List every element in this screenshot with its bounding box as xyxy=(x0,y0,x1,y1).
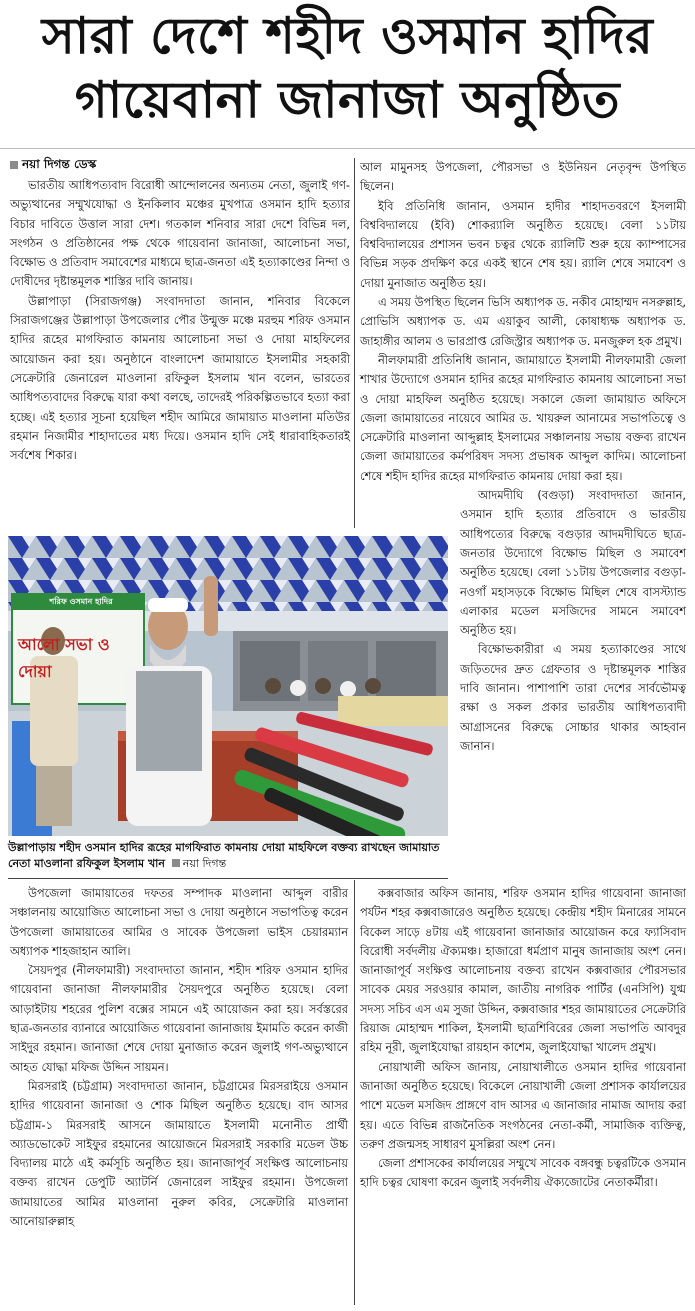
byline-bullet-icon xyxy=(10,161,18,169)
paragraph: নীলফামারী প্রতিনিধি জানান, জামায়াতে ইসলামী নীলফামারী জেলা শাখার উদ্যোগে ওসমান হাদির রূহের মাগফিরাত কামনায় আলোচনা সভা ও দোয়া মাহফিল অনুষ্ঠিত হয়েছে। সকালে জেলা জামায়াত অফিসে জেলা জামায়াতের নায়েবে আমির ড. খায়রুল আনামের সভাপতিত্বে ও সেক্রেটারি মাওলানা আব্দুল্লাহ ইসলামের সঞ্চালনায় সভায় বক্তব্য রাখেন জেলা জামায়াতের কর্মপরিষদ সদস্য প্রভাষক আব্দুল কাদিম। আলোচনা শেষে শহীদ হাদির রূহের মাগফিরাত কামনায় দোয়া করা হয়। xyxy=(360,352,686,483)
headline xyxy=(0,4,695,132)
paragraph: মিরসরাই (চট্টগ্রাম) সংবাদদাতা জানান, চট্টগ্রামের মিরসরাইয়ে ওসমান হাদির গায়েবানা জানাজা ও শোক মিছিল অনুষ্ঠিত হয়েছে। বাদ আসর চট্টগ্রাম-১ মিরসরাই আসনে জামায়াতে ইসলামী মনোনীত প্রার্থী অ্যাডভোকেট সাইফুর রহমানের আয়োজনে মিরসরাই সরকারি মডেল উচ্চ বিদ্যালয় মাঠে এই কর্মসূচি অনুষ্ঠিত হয়। জানাজাপূর্ব সংক্ষিপ্ত আলোচনায় বক্তব্য রাখেন ডেপুটি অ্যাটর্নি জেনারেল সাইফুর রহমান। উপজেলা জামায়াতের আমির মাওলানা নুরুল কবির, সেক্রেটারি মাওলানা আনোয়ারুল্লাহ xyxy=(10,1078,348,1229)
paragraph: বিক্ষোভকারীরা এ সময় হত্যাকাণ্ডের সাথে জড়িতদের দ্রুত গ্রেফতার ও দৃষ্টান্তমূলক শাস্তির দাবি জানান। পাশাপাশি তারা দেশের সার্বভৌমত্ব রক্ষা ও সকল প্রকার ভারতীয় আধিপত্যবাদী আগ্রাসনের বিরুদ্ধে সোচ্চার থাকার আহবান জানান। xyxy=(460,642,686,753)
column-divider-top xyxy=(354,158,355,528)
headline-divider xyxy=(0,148,695,149)
paragraph: সৈয়দপুর (নীলফামারী) সংবাদদাতা জানান, শহীদ শরিফ ওসমান হাদির গায়েবানা জানাজা নীলফামারীর সৈয়দপুরে অনুষ্ঠিত হয়েছে। বেলা আড়াইটায় শহরের পুলিশ বক্সের সামনে এই আয়োজন করা হয়। সর্বস্তরের ছাত্র-জনতার ব্যানারে আয়োজিত গায়েবানা জানাজায় ইমামতি করেন কাজী সাইদুর রহমান। জানাজা শেষে দোয়া মুনাজাত করেন জুলাই গণ-অভ্যুত্থানে আহত যোদ্ধা মফিজ উদ্দিন সায়মন। xyxy=(10,963,348,1074)
headline-line-2: গায়েবানা জানাজা অনুষ্ঠিত xyxy=(74,71,621,129)
section-divider xyxy=(8,878,448,879)
paragraph: ইবি প্রতিনিধি জানান, ওসমান হাদীর শাহাদতবরণে ইসলামী বিশ্ববিদ্যালয়ে (ইবি) শোকর‌্যালি অনুষ্ঠিত হয়েছে। বেলা ১১টায় বিশ্ববিদ্যালয়ের প্রশাসন ভবন চত্বর থেকে র‌্যালিটি শুরু হয়ে ক্যাম্পাসের বিভিন্ন সড়ক প্রদক্ষিণ করে একই স্থানে শেষ হয়। র‌্যালি শেষে সমাবেশ ও দোয়া মুনাজাত অনুষ্ঠিত হয়। xyxy=(360,198,686,290)
paragraph: আদমদীঘি (বগুড়া) সংবাদদাতা জানান, ওসমান হাদি হত্যার প্রতিবাদে ও ভারতীয় আধিপত্যের বিরুদ্ধে বগুড়ার আদমদীঘিতে ছাত্র-জনতার উদ্যোগে বিক্ষোভ মিছিল ও সমাবেশ অনুষ্ঠিত হয়েছে। বেলা ১১টায় উপজেলার বগুড়া-নওগাঁ মহাসড়কে বিক্ষোভ মিছিল শেষে বাসস্ট্যান্ড এলাকার মডেল মসজিদের সামনে সমাবেশ অনুষ্ঠিত হয়। xyxy=(460,488,686,638)
caption-text: উল্লাপাড়ায় শহীদ ওসমান হাদির রূহের মাগফিরাত কামনায় দোয়া মাহফিলে বক্তব্য রাখছেন জামায়াত নেতা মাওলানা রফিকুল ইসলাম খান xyxy=(8,841,440,870)
paragraph: এ সময় উপস্থিত ছিলেন ভিসি অধ্যাপক ড. নকীব মোহাম্মদ নসরুল্লাহ, প্রোভিসি অধ্যাপক ড. এম এয়াকুব আলী, কোষাধ্যক্ষ অধ্যাপক ড. জাহাঙ্গীর আলম ও ভারপ্রাপ্ত রেজিস্ট্রার অধ্যাপক ড. মনজুরুল হক প্রমুখ। xyxy=(360,295,686,348)
article-column-bottom-right xyxy=(360,884,686,1193)
caption-bullet-icon xyxy=(172,859,180,867)
caption-credit: নয়া দিগন্ত xyxy=(182,857,227,870)
photo-illustration xyxy=(8,536,448,836)
paragraph: নোয়াখালী অফিস জানায়, নোয়াখালীতে ওসমান হাদির গায়েবানা জানাজা অনুষ্ঠিত হয়েছে। বিকেলে নোয়াখালী জেলা প্রশাসক কার্যালয়ের পাশে মডেল মসজিদ প্রাঙ্গণে বাদ আসর এ জানাজার নামাজ আদায় করা হয়। এতে বিভিন্ন রাজনৈতিক সংগঠনের নেতা-কর্মী, সামাজিক ব্যক্তিত্ব, তরুণ প্রজন্মসহ সাধারণ মুসল্লিরা অংশ নেন। xyxy=(360,1059,686,1151)
article-column-bottom-left xyxy=(10,884,348,1231)
news-photo xyxy=(8,536,448,836)
paragraph: উপজেলা জামায়াতের দফতর সম্পাদক মাওলানা আব্দুল বারীর সঞ্চালনায় আয়োজিত আলোচনা সভা ও দোয়া অনুষ্ঠানে সভাপতিত্ব করেন উপজেলা জামায়াতের আমির ও সাবেক উপজেলা ভাইস চেয়ারম্যান অধ্যাপক শাহজাহান আলি। xyxy=(10,886,348,958)
paragraph: উল্লাপাড়া (সিরাজগঞ্জ) সংবাদদাতা জানান, শনিবার বিকেলে সিরাজগঞ্জের উল্লাপাড়া উপজেলার পৌর উন্মুক্ত মঞ্চে মরহুম শরিফ ওসমান হাদির রূহের মাগফিরাত কামনায় আলোচনা সভা ও দোয়া মাহফিলের আয়োজন করা হয়। অনুষ্ঠানে বাংলাদেশ জামায়াতে ইসলামীর সহকারী সেক্রেটারি জেনারেল মাওলানা রফিকুল ইসলাম খান বলেন, ভারতের আধিপত্যবাদের বিরুদ্ধে যারা কথা বলছে, তাদেরই পরিকল্পিতভাবে হত্যা করা হচ্ছে। এই হত্যার সূচনা হয়েছিল শহীদ আমিরে জামায়াত মাওলানা মতিউর রহমান নিজামীর শাহাদাতের মধ্য দিয়ে। ওসমান হাদি সেই ধারাবাহিকতারই সর্বশেষ শিকার। xyxy=(10,293,350,463)
byline xyxy=(10,156,96,176)
byline-text: নয়া দিগন্ত ডেস্ক xyxy=(22,157,97,171)
paragraph: আল মামুনসহ উপজেলা, পৌরসভা ও ইউনিয়ন নেতৃবৃন্দ উপস্থিত ছিলেন। xyxy=(360,160,686,194)
paragraph: কক্সবাজার অফিস জানায়, শরিফ ওসমান হাদির গায়েবানা জানাজা পর্যটন শহর কক্সবাজারেও অনুষ্ঠিত হয়েছে। কেন্দ্রীয় শহীদ মিনারের সামনে বিকেল সাড়ে ৪টায় এই গায়েবানা জানাজার আয়োজন করে ফ্যাসিবাদ বিরোধী সর্বদলীয় ঐক্যমঞ্চ। হাজারো ধর্মপ্রাণ মানুষ জানাজায় অংশ নেন। জানাজাপূর্ব সংক্ষিপ্ত আলোচনায় বক্তব্য রাখেন কক্সবাজার পৌরসভার সাবেক মেয়র সরওয়ার কামাল, জাতীয় নাগরিক পার্টির (এনসিপি) যুগ্ম সদস্য সচিব এস এম সুজা উদ্দিন, কক্সবাজার শহর জামায়াতের সেক্রেটারি রিয়াজ মোহাম্মদ শাকিল, ইসলামী ছাত্রশিবিরের জেলা সভাপতি আবদুর রহিম নূরী, জুলাইযোদ্ধা রায়হান কাশেম, জুলাইযোদ্ধা খালেদ প্রমুখ। xyxy=(360,886,686,1055)
paragraph: ভারতীয় আধিপত্যবাদ বিরোধী আন্দোলনের অন্যতম নেতা, জুলাই গণ-অভ্যুত্থানের সম্মুখযোদ্ধা ও ইনকিলাব মঞ্চের মুখপাত্র ওসমান হাদি হত্যার বিচার দাবিতে উত্তাল সারা দেশ। গতকাল শনিবার সারা দেশে বিভিন্ন দল, সংগঠন ও প্রতিষ্ঠানের পক্ষ থেকে গায়েবানা জানাজা, আলোচনা সভা, বিক্ষোভ ও প্রতিবাদ সমাবেশের মাধ্যমে ছাত্র-জনতা এই হত্যাকাণ্ডের নিন্দা ও দোষীদের দৃষ্টান্তমূলক শাস্তির দাবি জানায়। xyxy=(10,178,350,289)
column-divider-bottom xyxy=(354,880,355,1305)
photo-banner-headline: আলো সভা ও দোয়া xyxy=(18,635,110,681)
photo-caption xyxy=(8,840,448,872)
article-column-top-left xyxy=(10,176,350,465)
photo-banner-text: শরিফ ওসমান হাদির xyxy=(49,597,113,606)
headline-line-1: সারা দেশে শহীদ ওসমান হাদির xyxy=(41,7,654,65)
paragraph: জেলা প্রশাসকের কার্যালয়ের সম্মুখে সাবেক বঙ্গবন্ধু চত্বরটিকে ওসমান হাদি চত্বর ঘোষণা করেন জুলাই সর্বদলীয় ঐক্যজোটের নেতাকর্মীরা। xyxy=(360,1156,686,1190)
